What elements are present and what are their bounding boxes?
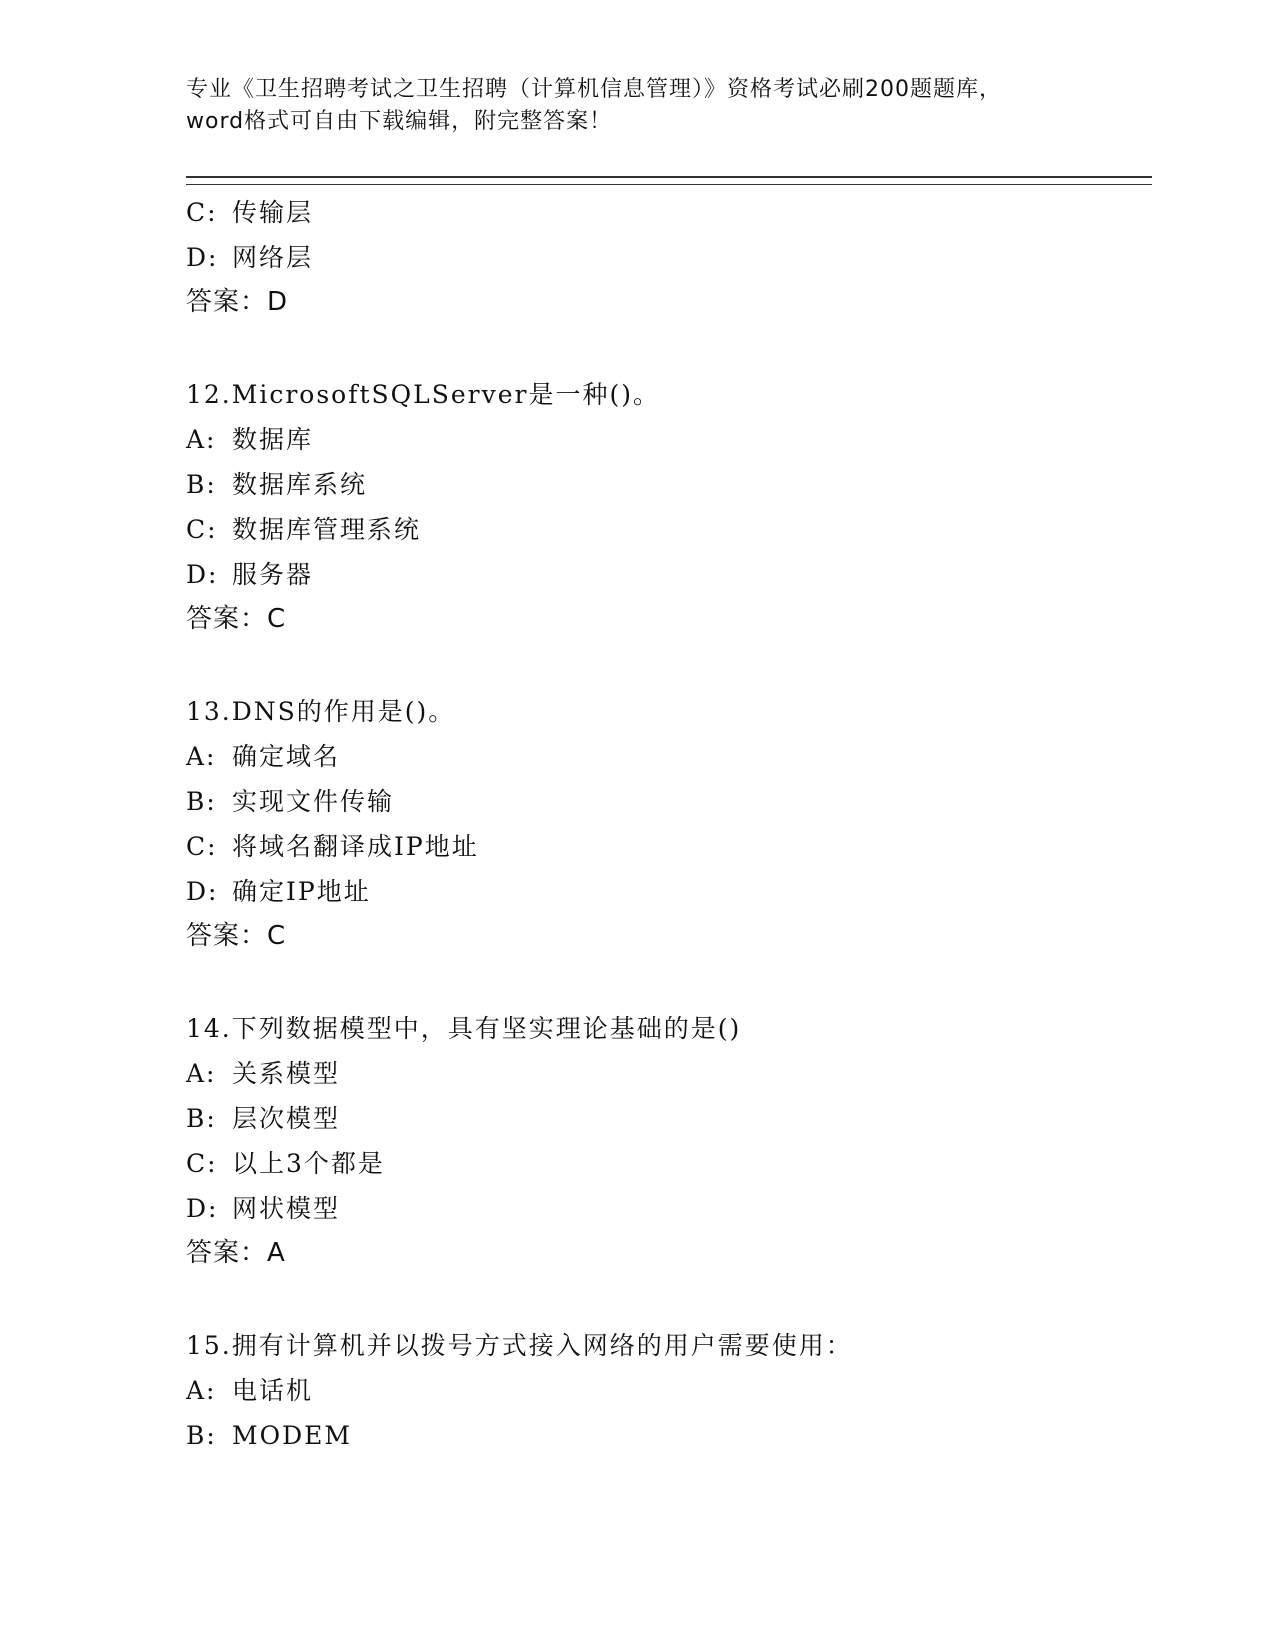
spacer: [186, 959, 1146, 1006]
option-row: [186, 779, 1146, 824]
header-line-2: word格式可自由下载编辑，附完整答案！: [186, 109, 613, 134]
document-header: [186, 74, 1086, 138]
question-stem: 12.MicrosoftSQLServer是一种()。: [186, 380, 661, 409]
option-text: MODEM: [232, 1421, 352, 1450]
option-text: 关系模型: [232, 1059, 341, 1088]
option-row: [186, 552, 1146, 597]
option-key: C:: [186, 515, 218, 544]
option-key: A:: [186, 1059, 217, 1088]
option-text: 电话机: [232, 1376, 314, 1405]
option-key: D:: [186, 1194, 219, 1223]
option-key: C:: [186, 198, 218, 227]
option-text: 网状模型: [232, 1194, 341, 1223]
answer-line: 答案：D: [186, 287, 289, 317]
option-row: [186, 235, 1146, 280]
option-text: 服务器: [232, 560, 314, 589]
option-key: A:: [186, 425, 217, 454]
option-text: 层次模型: [232, 1104, 341, 1133]
option-row: [186, 417, 1146, 462]
option-text: 确定IP地址: [232, 877, 371, 906]
header-line-1: 专业《卫生招聘考试之卫生招聘（计算机信息管理）》资格考试必刷200题题库，: [186, 77, 1002, 102]
option-row: [186, 734, 1146, 779]
document-page: [186, 0, 1146, 1650]
option-key: B:: [186, 1104, 217, 1133]
option-row: [186, 190, 1146, 235]
option-key: C:: [186, 832, 218, 861]
answer-line: 答案：C: [186, 604, 287, 634]
question-stem: 14.下列数据模型中，具有坚实理论基础的是(): [186, 1014, 742, 1043]
option-text: 数据库: [232, 425, 314, 454]
header-divider: [186, 176, 1152, 185]
answer-line: 答案：A: [186, 1238, 286, 1268]
option-key: D:: [186, 877, 219, 906]
option-row: [186, 1186, 1146, 1231]
option-key: B:: [186, 1421, 217, 1450]
spacer: [186, 325, 1146, 372]
option-key: D:: [186, 560, 219, 589]
option-text: 将域名翻译成IP地址: [232, 832, 479, 861]
option-text: 数据库系统: [232, 470, 368, 499]
option-text: 实现文件传输: [232, 787, 395, 816]
option-text: 确定域名: [232, 742, 341, 771]
spacer: [186, 1276, 1146, 1323]
option-text: 网络层: [232, 243, 314, 272]
option-row: [186, 462, 1146, 507]
option-row: [186, 1413, 1146, 1458]
option-key: A:: [186, 1376, 217, 1405]
option-row: [186, 507, 1146, 552]
question-stem: 15.拥有计算机并以拨号方式接入网络的用户需要使用：: [186, 1331, 853, 1360]
option-row: [186, 1051, 1146, 1096]
option-text: 传输层: [232, 198, 314, 227]
option-row: [186, 869, 1146, 914]
option-key: B:: [186, 787, 217, 816]
option-key: A:: [186, 742, 217, 771]
option-row: [186, 824, 1146, 869]
question-list: [186, 190, 1146, 1458]
answer-line: 答案：C: [186, 921, 287, 951]
option-key: C:: [186, 1149, 218, 1178]
option-key: B:: [186, 470, 217, 499]
option-row: [186, 1096, 1146, 1141]
option-text: 数据库管理系统: [232, 515, 422, 544]
option-row: [186, 1141, 1146, 1186]
question-stem: 13.DNS的作用是()。: [186, 697, 456, 726]
spacer: [186, 642, 1146, 689]
option-text: 以上3个都是: [232, 1149, 385, 1178]
option-row: [186, 1368, 1146, 1413]
option-key: D:: [186, 243, 219, 272]
